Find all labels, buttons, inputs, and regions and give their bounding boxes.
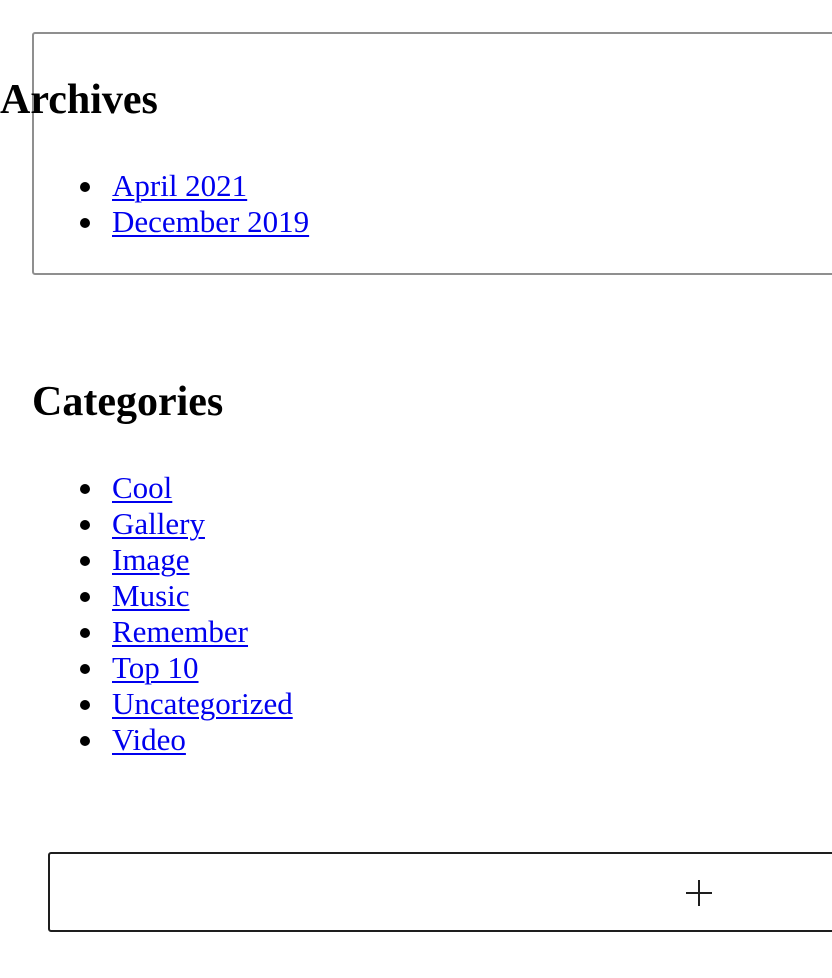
bullet-icon <box>80 592 90 602</box>
plus-icon <box>686 880 712 906</box>
archives-heading: Archives <box>0 77 158 123</box>
category-link-top-10[interactable]: Top 10 <box>112 650 199 685</box>
category-link-remember[interactable]: Remember <box>112 614 249 649</box>
bullet-icon <box>80 556 90 566</box>
category-link-cool[interactable]: Cool <box>112 470 173 505</box>
category-link-image[interactable]: Image <box>112 542 190 577</box>
category-link-gallery[interactable]: Gallery <box>112 506 205 541</box>
archive-link-april-2021[interactable]: April 2021 <box>112 168 248 203</box>
bullet-icon <box>80 182 90 192</box>
category-link-video[interactable]: Video <box>112 722 186 757</box>
bullet-icon <box>80 520 90 530</box>
category-link-uncategorized[interactable]: Uncategorized <box>112 686 293 721</box>
bullet-icon <box>80 218 90 228</box>
category-link-music[interactable]: Music <box>112 578 190 613</box>
categories-heading: Categories <box>32 379 224 425</box>
bullet-icon <box>80 628 90 638</box>
add-block-button[interactable] <box>48 852 832 932</box>
bullet-icon <box>80 484 90 494</box>
bullet-icon <box>80 736 90 746</box>
bullet-icon <box>80 664 90 674</box>
bullet-icon <box>80 700 90 710</box>
archive-link-december-2019[interactable]: December 2019 <box>112 204 310 239</box>
